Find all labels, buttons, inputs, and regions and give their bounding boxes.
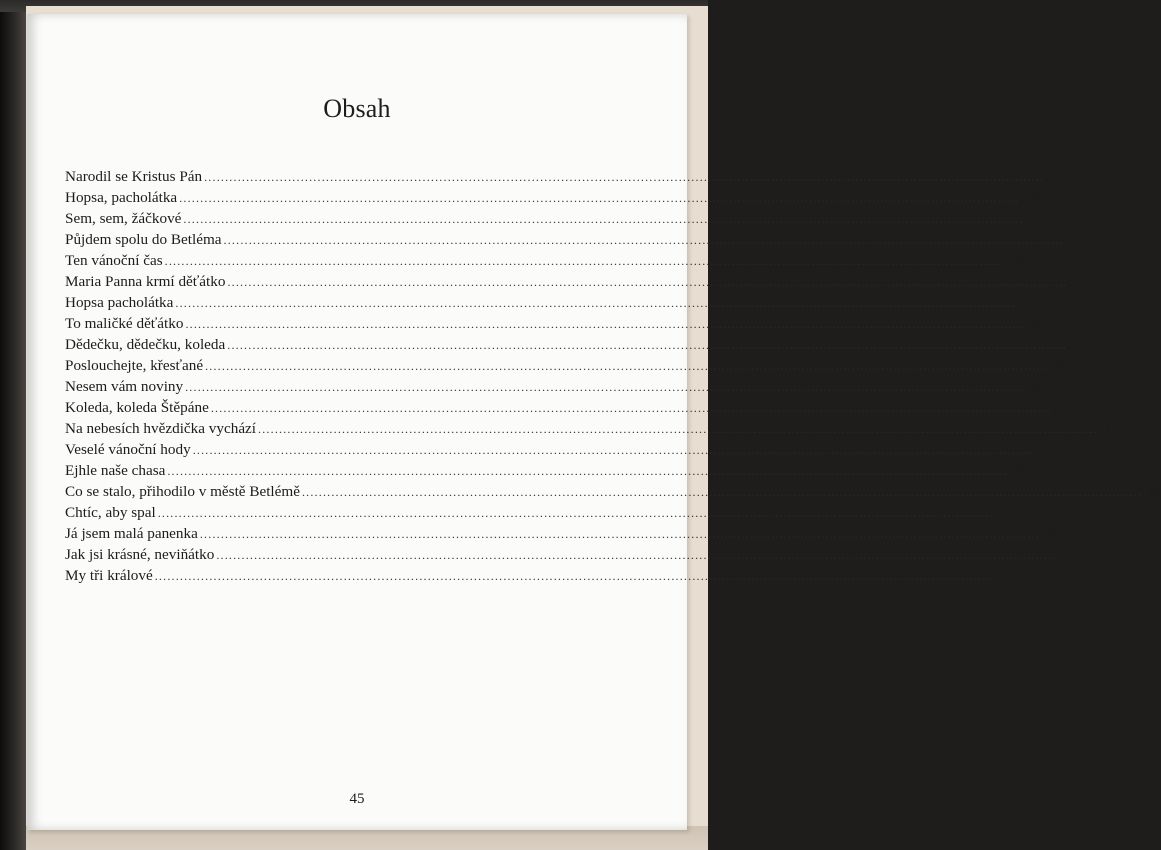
page-title: Obsah — [323, 94, 391, 123]
toc-entry-page: 32 — [1036, 441, 1052, 458]
toc-entry — [65, 292, 1035, 313]
toc-entry — [65, 313, 1045, 334]
toc-entry-page: 34 — [1011, 462, 1027, 479]
toc-entry-page: 40 — [1043, 525, 1059, 542]
toc-entry-title: Já jsem malá panenka — [65, 525, 198, 542]
toc-entry-title: Maria Panna krmí děťátko — [65, 273, 226, 290]
toc-entry-title: Na nebesích hvězdička vychází — [65, 420, 257, 437]
toc-entry-page: 41 — [1060, 546, 1076, 563]
toc-leader-dots: ........................................................................................................................................................................................................ — [154, 569, 995, 583]
toc-entry — [65, 229, 1083, 250]
toc-entry-page: 16 — [1067, 231, 1083, 248]
toc-entry-page: 31 — [1101, 420, 1118, 437]
toc-leader-dots: ........................................................................................................................................................................................................ — [179, 191, 1020, 205]
toc-entry-page: 36 — [1145, 483, 1161, 500]
toc-entry — [65, 397, 1070, 418]
toc-entry-page: 24 — [1029, 315, 1045, 332]
toc-leader-dots: ........................................................................................................................................................................................................ — [223, 233, 1064, 247]
toc-entry-title: Ten vánoční čas — [65, 252, 163, 269]
toc-leader-dots: ........................................................................................................................................................................................................ — [204, 170, 1045, 184]
toc-entry-title: Koleda, koleda Štěpáne — [65, 399, 209, 416]
toc-entry — [65, 334, 1087, 355]
toc-entry-title: Co se stalo, přihodilo v městě Betlémě — [65, 483, 300, 500]
toc-entry — [65, 376, 1045, 397]
toc-entry-page: 14 — [1027, 210, 1043, 227]
toc-leader-dots: ........................................................................................................................................................................................................ — [301, 485, 1142, 499]
toc-entry-title: Dědečku, dědečku, koleda — [65, 336, 226, 353]
toc-entry-page: 38 — [1001, 504, 1017, 521]
toc-entry — [65, 523, 1059, 544]
toc-entry-title: Nesem vám noviny — [65, 378, 184, 395]
toc-entry — [65, 502, 1017, 523]
toc-entry-title: Jak jsi krásné, neviňátko — [65, 546, 215, 563]
toc-leader-dots: ........................................................................................................................................................................................................ — [227, 275, 1068, 289]
toc-leader-dots: ........................................................................................................................................................................................................ — [175, 296, 1016, 310]
toc-entry — [65, 355, 1065, 376]
toc-entry-title: Chtíc, aby spal — [65, 504, 156, 521]
toc-entry-page: 10 — [1023, 189, 1039, 206]
toc-entry-page: 20 — [1071, 273, 1087, 290]
toc-entry-page: 25 — [1071, 336, 1087, 353]
toc-leader-dots: ........................................................................................................................................................................................................ — [258, 422, 1099, 436]
toc-entry-page: 22 — [1019, 294, 1035, 311]
toc-entry — [65, 271, 1087, 292]
toc-entry — [65, 418, 1118, 439]
toc-entry-title: Hopsa pacholátka — [65, 294, 174, 311]
toc-entry-page: 26 — [1048, 357, 1065, 374]
toc-entry-page: 30 — [1054, 399, 1070, 416]
toc-leader-dots: ........................................................................................................................................................................................................ — [227, 338, 1068, 352]
book-page — [27, 14, 1161, 830]
toc-leader-dots: ........................................................................................................................................................................................................ — [167, 464, 1008, 478]
toc-entry-title: My tři králové — [65, 567, 153, 584]
toc-leader-dots: ........................................................................................................................................................................................................ — [216, 548, 1057, 562]
toc-entry-page: 18 — [1008, 252, 1024, 269]
toc-leader-dots: ........................................................................................................................................................................................................ — [185, 317, 1026, 331]
page-number: 45 — [349, 791, 365, 807]
toc-entry — [65, 481, 1161, 502]
toc-entry — [65, 166, 1064, 187]
toc-entry-title: Půjdem spolu do Betléma — [65, 231, 222, 248]
toc-entry-title: Veselé vánoční hody — [65, 441, 191, 458]
toc-leader-dots: ........................................................................................................................................................................................................ — [205, 359, 1046, 373]
toc-entry — [65, 208, 1043, 229]
toc-entry — [65, 460, 1027, 481]
toc-entry — [65, 187, 1039, 208]
toc-leader-dots: ........................................................................................................................................................................................................ — [185, 380, 1026, 394]
toc-leader-dots: ........................................................................................................................................................................................................ — [157, 506, 998, 520]
toc-entry — [65, 439, 1052, 460]
toc-entry — [65, 250, 1024, 271]
toc-entry-title: Poslouchejte, křesťané — [65, 357, 204, 374]
toc-entry-page: 42 — [998, 567, 1014, 584]
toc-entry — [65, 565, 1014, 586]
toc-entry-page: 8 — [1055, 168, 1064, 185]
toc-entry-title: Sem, sem, žáčkové — [65, 210, 182, 227]
toc-leader-dots: ........................................................................................................................................................................................................ — [192, 443, 1033, 457]
toc-leader-dots: ........................................................................................................................................................................................................ — [164, 254, 1005, 268]
toc-entry-title: Ejhle naše chasa — [65, 462, 166, 479]
table-of-contents — [65, 166, 1161, 586]
toc-entry-title: Hopsa, pacholátka — [65, 189, 178, 206]
toc-entry — [65, 544, 1076, 565]
toc-entry-title: Narodil se Kristus Pán — [65, 168, 203, 185]
toc-leader-dots: ........................................................................................................................................................................................................ — [199, 527, 1040, 541]
toc-leader-dots: ........................................................................................................................................................................................................ — [183, 212, 1024, 226]
toc-entry-title: To maličké děťátko — [65, 315, 184, 332]
book-binding — [0, 0, 26, 850]
toc-leader-dots: ........................................................................................................................................................................................................ — [210, 401, 1051, 415]
toc-entry-page: 28 — [1028, 378, 1045, 395]
